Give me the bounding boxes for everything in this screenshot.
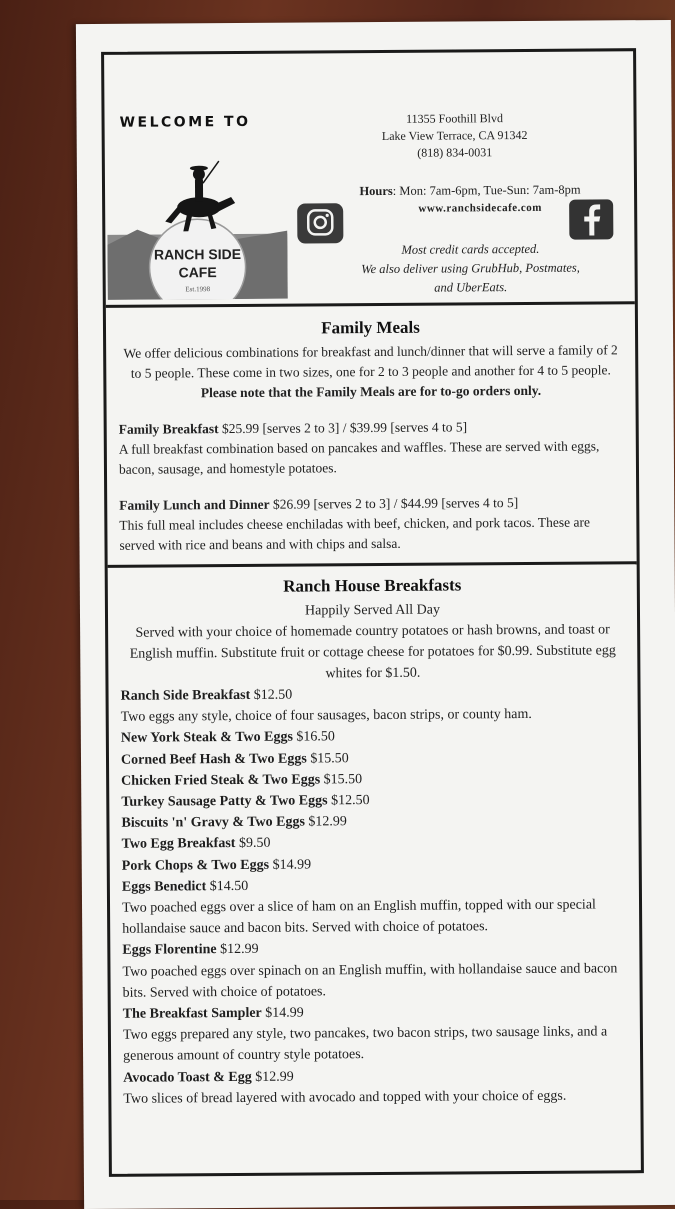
item-description: Two eggs any style, choice of four sausages, bacon strips, or county ham.	[120, 707, 532, 725]
item-price: $16.50	[292, 729, 335, 745]
item-description: This full meal includes cheese enchiladas with beef, chicken, and pork tacos. These are served with rice and beans and with chips and salsa.	[119, 514, 590, 553]
payment-line-3: and UberEats.	[434, 280, 508, 295]
item-price: $12.50	[250, 687, 293, 703]
logo-text-line1: RANCH SIDE	[153, 245, 242, 263]
item-name: Family Lunch and Dinner	[119, 496, 270, 513]
item-price: $15.50	[320, 771, 363, 788]
instagram-icon[interactable]	[297, 203, 343, 243]
item-price: $12.99	[216, 942, 259, 958]
hours-label: Hours	[359, 183, 393, 199]
item-price: $14.99	[268, 857, 312, 873]
item-name: Biscuits 'n' Gravy & Two Eggs	[121, 814, 305, 832]
menu-page	[76, 20, 675, 1209]
menu-item	[122, 873, 627, 940]
ranch-side-cafe-logo	[107, 149, 288, 300]
item-price: $12.99	[251, 1069, 294, 1085]
item-price: $12.99	[304, 814, 347, 830]
menu-item	[123, 1064, 628, 1110]
item-name: Eggs Florentine	[122, 942, 217, 959]
ranch-house-breakfasts-section	[108, 564, 641, 1110]
item-name: Corned Beef Hash & Two Eggs	[120, 751, 307, 768]
item-name: Ranch Side Breakfast	[120, 687, 251, 704]
menu-item	[120, 682, 625, 728]
item-name: Two Egg Breakfast	[121, 836, 236, 853]
payment-line-2: We also deliver using GrubHub, Postmates,	[361, 260, 580, 277]
payment-line-1: Most credit cards accepted.	[401, 241, 540, 257]
breakfast-menu-list	[120, 682, 628, 1110]
address-street: 11355 Foothill Blvd	[406, 111, 504, 126]
item-price: $26.99 [serves 2 to 3] / $44.99 [serves 4 to 5]	[269, 495, 519, 512]
item-description: Two poached eggs over spinach on an English muffin, with hollandaise sauce and bacon bits. Served with choice of potatoes.	[122, 960, 618, 1001]
payment-info	[315, 239, 625, 298]
item-description: Two slices of bread layered with avocado and topped with your choice of eggs.	[123, 1088, 567, 1107]
welcome-text: WELCOME TO	[119, 113, 251, 131]
item-price: $15.50	[306, 750, 349, 767]
phone-number: (818) 834-0031	[417, 145, 493, 160]
item-name: Family Breakfast	[118, 421, 219, 437]
item-name: The Breakfast Sampler	[122, 1005, 262, 1022]
hours-text: : Mon: 7am-6pm, Tue-Sun: 7am-8pm	[392, 182, 581, 198]
item-price: $14.50	[206, 878, 249, 895]
menu-item	[122, 937, 627, 1004]
menu-item-family-breakfast	[119, 416, 624, 480]
address-block	[339, 110, 569, 163]
item-description: Two eggs prepared any style, two pancakes, two bacon strips, two sausage links, and a generous amount of country style potatoes.	[122, 1024, 608, 1065]
website-link[interactable]: www.ranchsidecafe.com	[418, 201, 542, 215]
family-intro-note: Please note that the Family Meals are for to-go orders only.	[200, 382, 542, 401]
address-city: Lake View Terrace, CA 91342	[381, 127, 528, 143]
item-name: Avocado Toast & Egg	[123, 1069, 252, 1086]
family-intro-text: We offer delicious combinations for breakfast and lunch/dinner that will serve a family of 2 to 5 people. These come in two sizes, one for 2 to 3 people and another for 4 to 5 people.	[123, 342, 618, 381]
facebook-icon[interactable]	[569, 199, 613, 239]
hours-line	[315, 182, 625, 199]
header-section	[104, 51, 635, 308]
breakfasts-title: Ranch House Breakfasts	[283, 575, 462, 596]
family-meals-intro	[118, 340, 623, 404]
item-price: $12.50	[327, 793, 370, 809]
menu-item-family-lunch-dinner	[119, 492, 624, 556]
item-price: $14.99	[261, 1005, 304, 1021]
menu-frame	[101, 48, 644, 1177]
family-meals-title: Family Meals	[321, 317, 420, 338]
breakfasts-subtitle: Happily Served All Day	[304, 602, 440, 619]
breakfasts-note: Served with your choice of homemade country potatoes or hash browns, and toast or English muffin. Substitute fruit or cottage cheese for potatoes for $0.99. Substitute egg whites for $1.50.	[129, 622, 616, 682]
item-name: Chicken Fried Steak & Two Eggs	[121, 772, 321, 789]
item-name: Eggs Benedict	[121, 879, 207, 895]
item-name: New York Steak & Two Eggs	[120, 730, 293, 747]
item-description: A full breakfast combination based on pancakes and waffles. These are served with eggs, bacon, sausage, and homestyle potatoes.	[118, 438, 600, 477]
logo-text-line2: CAFE	[178, 264, 217, 281]
item-description: Two poached eggs over a slice of ham on an English muffin, topped with our special hollandaise sauce and bacon bits. Served with choice of potatoes.	[121, 897, 596, 938]
item-name: Pork Chops & Two Eggs	[121, 857, 270, 874]
item-price: $9.50	[235, 836, 271, 852]
family-meals-section	[106, 304, 637, 568]
item-name: Turkey Sausage Patty & Two Eggs	[121, 793, 328, 810]
menu-item	[123, 1000, 628, 1067]
item-price: $25.99 [serves 2 to 3] / $39.99 [serves 4 to 5]	[218, 419, 468, 437]
logo-est-text: Est.1998	[185, 285, 211, 294]
